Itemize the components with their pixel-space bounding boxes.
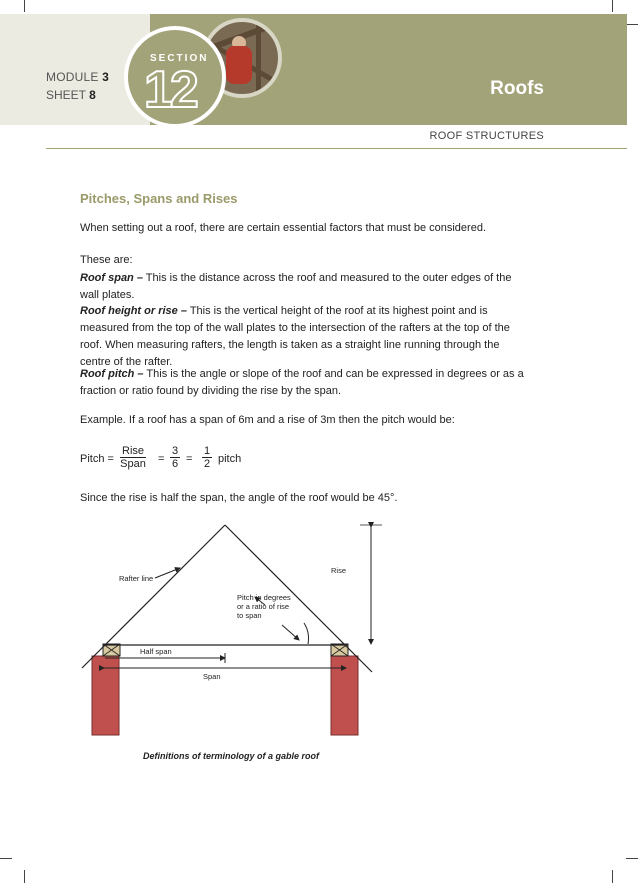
diagram-caption: Definitions of terminology of a gable roof (143, 751, 320, 761)
roof-pitch-term: Roof pitch – (80, 368, 144, 380)
sheet-label: SHEET 8 (46, 88, 96, 102)
rafter-line-label: Rafter line (119, 574, 154, 583)
these-are-text: These are: (80, 254, 133, 266)
page-subtitle: ROOF STRUCTURES (429, 130, 544, 142)
roof-height-paragraph: Roof height or rise – This is the vertical height of the roof at its highest point and is measured from the top of the wall plates to the intersection of the rafters at the top of the roof. When measuring rafters, the length is taken as a straight line running through the centre of the rafter. (80, 305, 510, 368)
formula-label: Pitch = (80, 453, 114, 465)
equals-sign: = (186, 453, 193, 465)
section-word: SECTION (150, 53, 209, 64)
intro-text: When setting out a roof, there are certain essential factors that must be considered. (80, 222, 486, 234)
conclusion-text: Since the rise is half the span, the angle of the roof would be 45°. (80, 492, 398, 504)
example-text: Example. If a roof has a span of 6m and a rise of 3m then the pitch would be: (80, 414, 455, 426)
pitch-suffix: pitch (218, 453, 242, 465)
module-label: MODULE 3 (46, 70, 109, 84)
roof-span-paragraph: Roof span – This is the distance across the roof and measured to the outer edges of the wall plates. (80, 272, 512, 301)
fraction-3-6: $\frac{3}{6}$ (172, 445, 179, 470)
fraction-1-2: $\frac{1}{2}$ (204, 445, 211, 470)
equals-sign: = (158, 453, 165, 465)
section-number: 12 (144, 61, 196, 119)
rise-label: Rise (331, 566, 347, 575)
roof-pitch-paragraph: Roof pitch – This is the angle or slope of the roof and can be expressed in degrees or as a fraction or ratio found by dividing the rise by the span. (80, 368, 524, 397)
section-heading: Pitches, Spans and Rises (80, 191, 238, 206)
fraction-rise-span: Rise Span (120, 445, 146, 470)
pitch-label-3: to span (237, 611, 262, 620)
roof-span-term: Roof span – (80, 272, 143, 284)
pitch-label-1: Pitch in degrees (237, 593, 291, 602)
page-title: Roofs (490, 78, 544, 99)
roof-height-term: Roof height or rise – (80, 305, 187, 317)
pitch-label-2: or a ratio of rise (237, 602, 290, 611)
span-label: Span (203, 672, 221, 681)
half-span-label: Half span (140, 647, 172, 656)
